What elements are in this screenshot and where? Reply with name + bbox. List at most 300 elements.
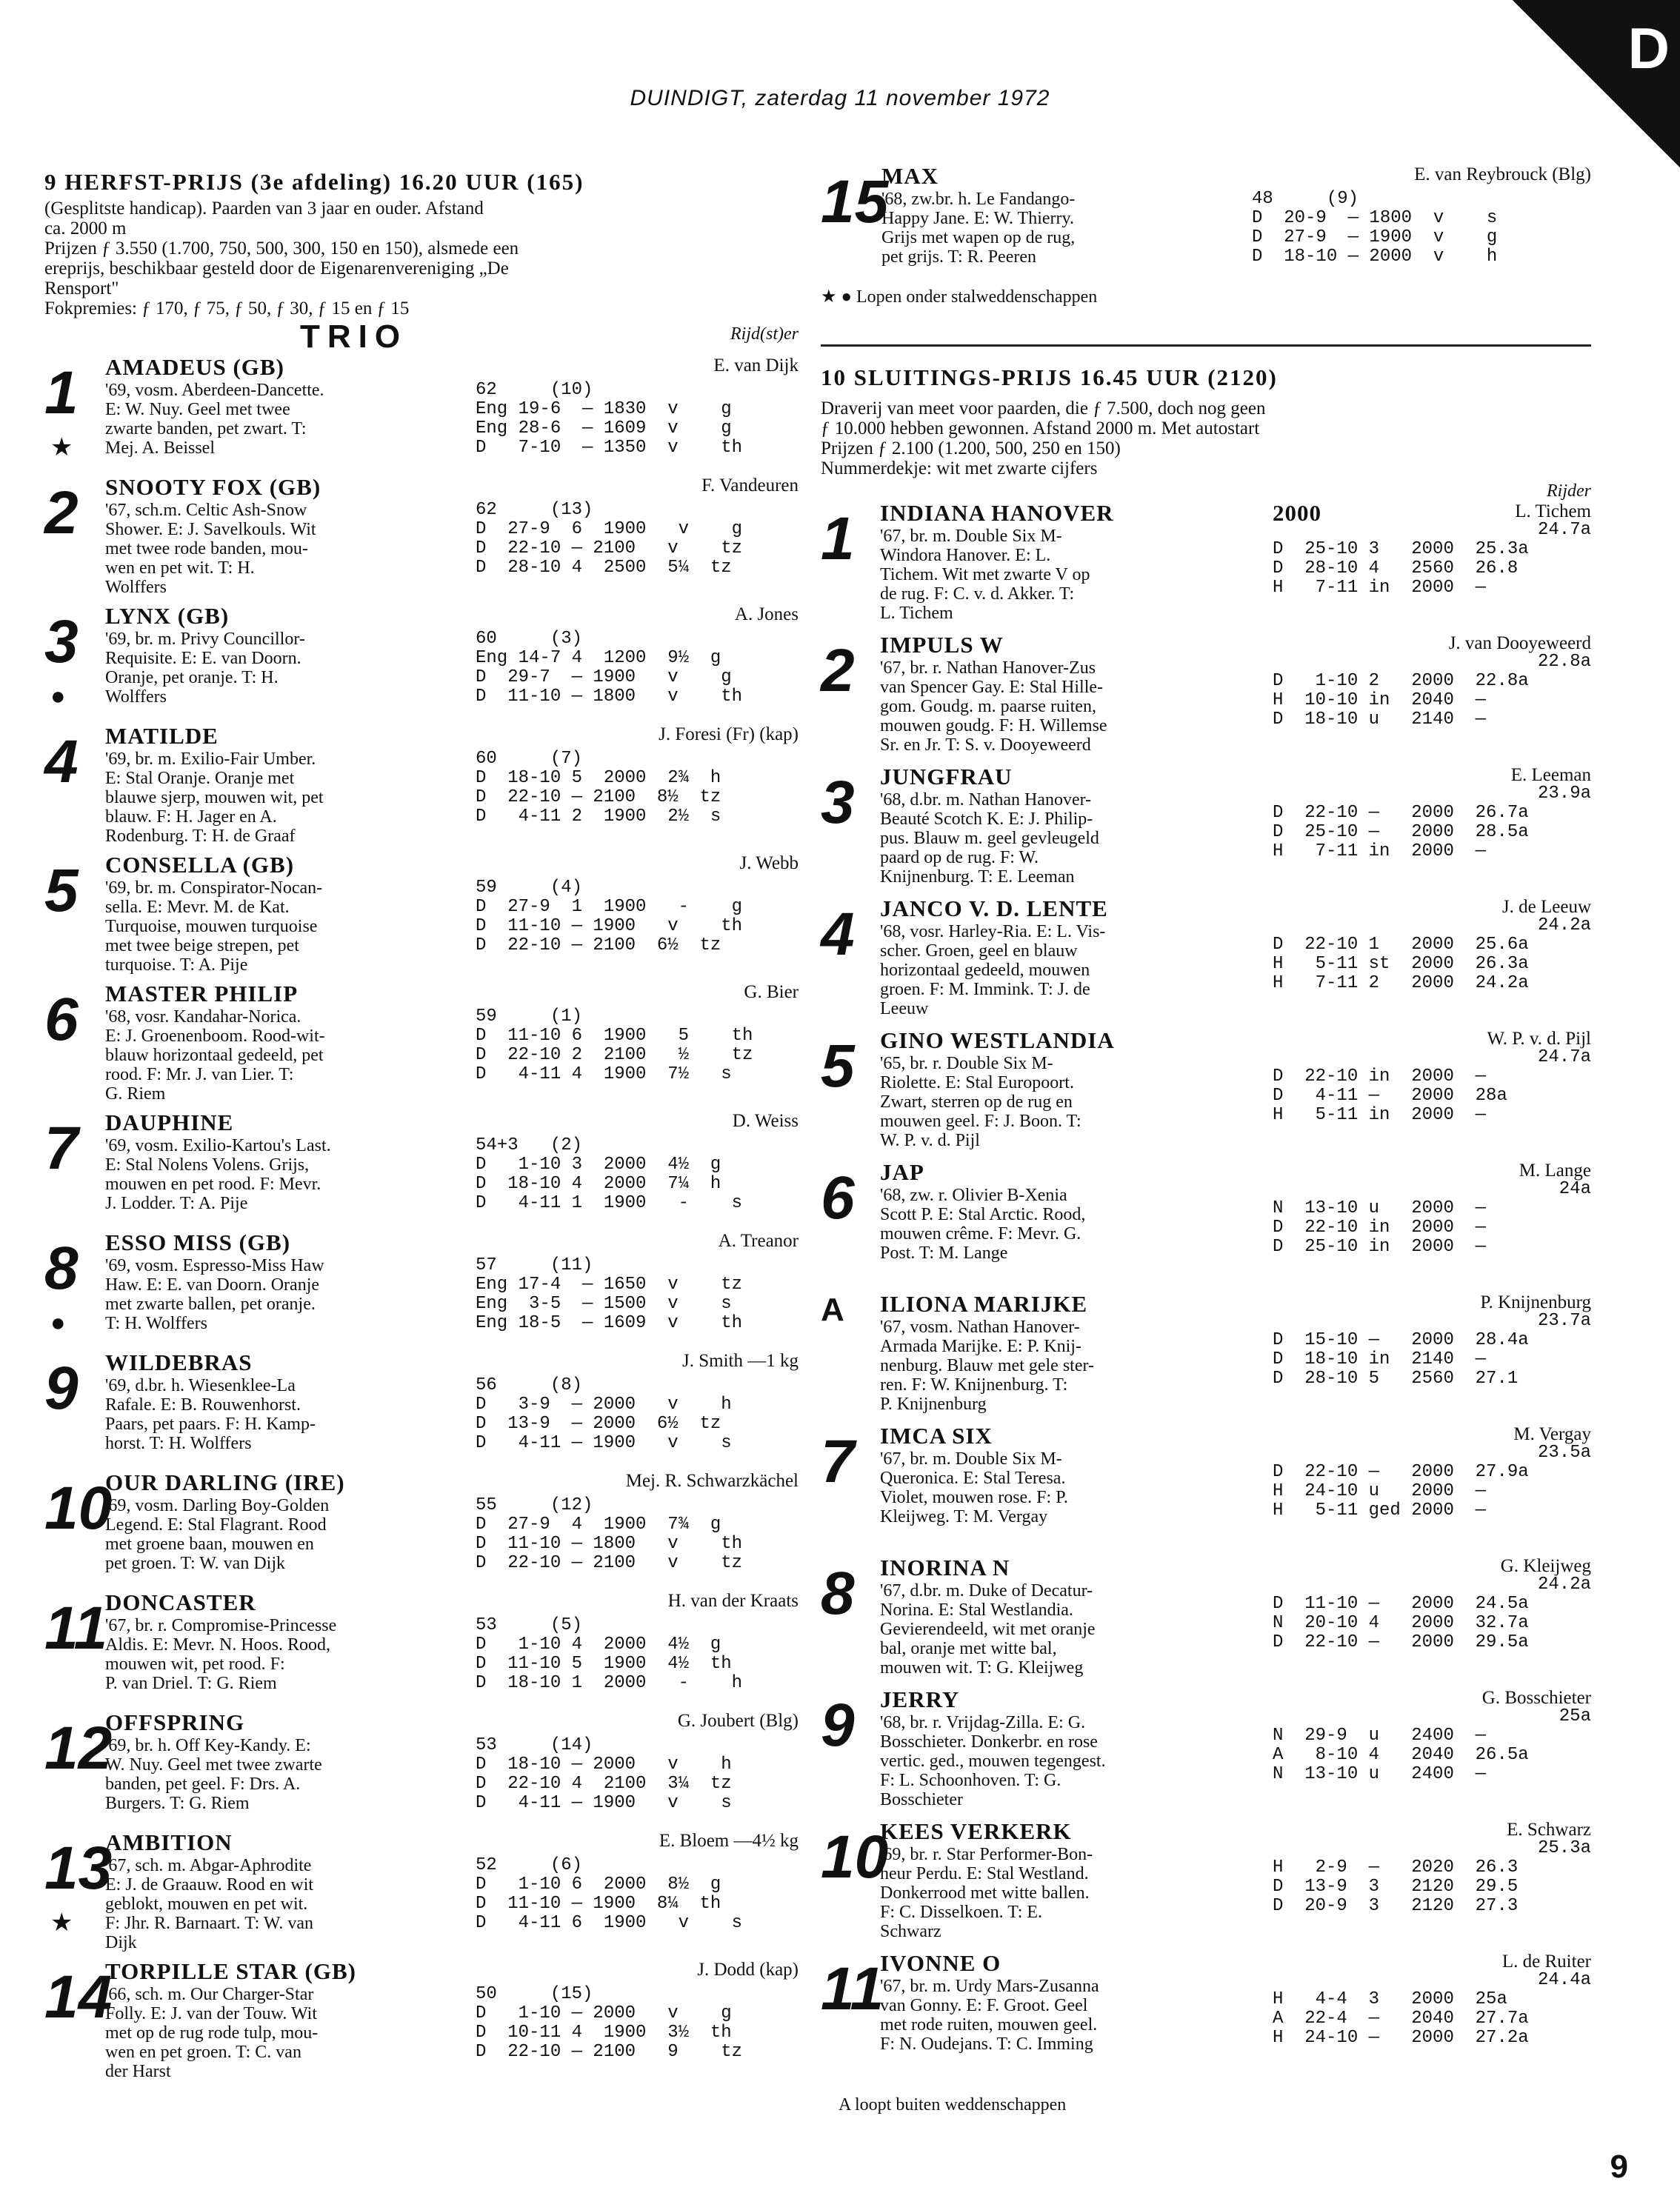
form-line: D 11-10 — 1800 v th bbox=[476, 687, 743, 707]
form-line: 60 (7) bbox=[476, 749, 583, 769]
race-entry bbox=[44, 1231, 799, 1343]
saddle-number: 2 bbox=[44, 479, 79, 547]
horse-name: SNOOTY FOX (GB) bbox=[105, 474, 321, 500]
record-time: 23.5a bbox=[1537, 1443, 1591, 1463]
form-lines bbox=[476, 1376, 799, 1453]
saddle-number: 7 bbox=[821, 1428, 855, 1495]
jockey-name: P. Knijnenburg bbox=[1480, 1292, 1591, 1312]
saddle-number: 10 bbox=[44, 1475, 113, 1542]
form-line: H 7-11 2 2000 24.2a bbox=[1273, 973, 1529, 993]
description-line: Zwart, sterren op de rug en bbox=[880, 1092, 1073, 1112]
description-line: Schwarz bbox=[880, 1922, 941, 1941]
description-line: vertic. ged., mouwen tegengest. bbox=[880, 1752, 1106, 1771]
description-line: '67, vosm. Nathan Hanover- bbox=[880, 1318, 1080, 1337]
form-line: 59 (4) bbox=[476, 878, 583, 898]
entry-body bbox=[880, 1838, 1591, 1941]
entry-body bbox=[105, 750, 799, 846]
rider-column-header: Rijd(st)er bbox=[730, 324, 799, 344]
form-line: D 11-10 6 1900 5 th bbox=[476, 1026, 753, 1046]
form-line: 60 (3) bbox=[476, 629, 583, 649]
entry-body bbox=[881, 190, 1591, 267]
description-line: '69, d.br. h. Wiesenklee-La bbox=[105, 1376, 296, 1395]
description-line: pet grijs. T: R. Peeren bbox=[881, 247, 1036, 267]
race-entry bbox=[44, 1351, 799, 1463]
condition-line: Fokpremies: ƒ 170, ƒ 75, ƒ 50, ƒ 30, ƒ 15 en ƒ 15 bbox=[44, 298, 410, 318]
description-line: der Harst bbox=[105, 2062, 171, 2081]
description-line: '68, zw.br. h. Le Fandango- bbox=[881, 190, 1076, 209]
description-line: '69, vosm. Exilio-Kartou's Last. bbox=[105, 1136, 331, 1155]
description-line: Rafale. E: B. Rouwenhorst. bbox=[105, 1395, 301, 1415]
description-line: Post. T: M. Lange bbox=[880, 1244, 1008, 1263]
record-time: 23.7a bbox=[1537, 1311, 1591, 1331]
entry-description bbox=[105, 1736, 476, 1813]
form-line: H 5-11 st 2000 26.3a bbox=[1273, 954, 1529, 974]
entry-body bbox=[105, 1616, 799, 1693]
entry-body bbox=[105, 630, 799, 707]
form-line: A 22-4 — 2040 27.7a bbox=[1273, 2009, 1529, 2029]
form-line: D 7-10 — 1350 v th bbox=[476, 438, 743, 458]
form-line: 59 (1) bbox=[476, 1007, 583, 1027]
form-line: D 22-10 in 2000 — bbox=[1273, 1067, 1487, 1087]
form-line: D 4-11 — 1900 v s bbox=[476, 1793, 732, 1813]
description-line: Knijnenburg. T: E. Leeman bbox=[880, 867, 1075, 887]
form-line: D 1-10 6 2000 8½ g bbox=[476, 1875, 721, 1895]
saddle-number: 4 bbox=[44, 728, 79, 795]
star-icon: ★ bbox=[50, 1909, 73, 1937]
description-line: '69, vosm. Darling Boy-Golden bbox=[105, 1496, 330, 1515]
saddle-number: 11 bbox=[44, 1595, 108, 1662]
form-line: D 25-10 3 2000 25.3a bbox=[1273, 539, 1529, 559]
form-line: D 20-9 — 1800 v s bbox=[1252, 208, 1498, 228]
record-time: 25a bbox=[1559, 1706, 1591, 1726]
race-entry bbox=[821, 1688, 1591, 1812]
condition-line: (Gesplitste handicap). Paarden van 3 jaar en ouder. Afstand bbox=[44, 198, 484, 218]
form-lines bbox=[1273, 915, 1591, 1018]
entry-description bbox=[105, 501, 476, 597]
form-lines bbox=[1273, 1047, 1591, 1150]
horse-name: JANCO V. D. LENTE bbox=[880, 895, 1108, 921]
description-line: met rode ruiten, mouwen geel. bbox=[880, 2015, 1098, 2035]
description-line: E: J. Groenenboom. Rood-wit- bbox=[105, 1027, 325, 1046]
form-line: D 28-10 5 2560 27.1 bbox=[1273, 1369, 1519, 1389]
form-line: 53 (5) bbox=[476, 1615, 583, 1635]
form-line: 53 (14) bbox=[476, 1735, 593, 1755]
race-entry bbox=[44, 1471, 799, 1583]
entry-body bbox=[105, 1376, 799, 1453]
horse-name: IVONNE O bbox=[880, 1950, 1001, 1976]
form-lines bbox=[476, 1736, 799, 1813]
race-entry bbox=[44, 1111, 799, 1224]
race-entry bbox=[44, 604, 799, 717]
form-lines bbox=[1273, 652, 1591, 755]
form-lines bbox=[1273, 1575, 1591, 1678]
description-line: Wolffers bbox=[105, 578, 167, 597]
form-line: D 27-9 6 1900 v g bbox=[476, 519, 743, 539]
form-line: Eng 19-6 — 1830 v g bbox=[476, 399, 732, 419]
entry-description bbox=[105, 630, 476, 707]
description-line: '68, d.br. m. Nathan Hanover- bbox=[880, 790, 1092, 810]
form-line: D 13-9 3 2120 29.5 bbox=[1273, 1877, 1519, 1897]
description-line: Riolette. E: Stal Europoort. bbox=[880, 1073, 1074, 1092]
description-line: met groene baan, mouwen en bbox=[105, 1535, 314, 1554]
description-line: '65, br. r. Double Six M- bbox=[880, 1054, 1053, 1073]
form-lines bbox=[1273, 520, 1591, 623]
entry-description bbox=[105, 1376, 476, 1453]
description-line: sella. E: Mevr. M. de Kat. bbox=[105, 898, 290, 917]
horse-name: DONCASTER bbox=[105, 1589, 256, 1615]
condition-line: Draverij van meet voor paarden, die ƒ 7.500, doch nog geen bbox=[821, 398, 1266, 418]
horse-name: GINO WESTLANDIA bbox=[880, 1027, 1115, 1053]
description-line: Queronica. E: Stal Teresa. bbox=[880, 1469, 1066, 1488]
condition-line: Rensport" bbox=[44, 278, 119, 298]
condition-line: ereprijs, beschikbaar gesteld door de Eigenarenvereniging „De bbox=[44, 258, 509, 278]
entry-description bbox=[880, 1977, 1273, 2054]
form-line: D 20-9 3 2120 27.3 bbox=[1273, 1896, 1519, 1916]
horse-name: IMCA SIX bbox=[880, 1423, 993, 1449]
description-line: Burgers. T: G. Riem bbox=[105, 1794, 250, 1813]
form-lines bbox=[1273, 1970, 1591, 2054]
description-line: Dijk bbox=[105, 1933, 137, 1952]
description-line: Windora Hanover. E: L. bbox=[880, 546, 1051, 565]
jockey-name: A. Jones bbox=[734, 604, 799, 624]
entry-body bbox=[880, 1443, 1591, 1526]
entry-body bbox=[105, 1256, 799, 1333]
form-line: H 10-10 in 2040 — bbox=[1273, 690, 1487, 710]
description-line: '67, br. m. Urdy Mars-Zusanna bbox=[880, 1977, 1099, 1996]
horse-name: LYNX (GB) bbox=[105, 603, 230, 629]
form-line: N 29-9 u 2400 — bbox=[1273, 1726, 1487, 1746]
record-time: 24.7a bbox=[1537, 1047, 1591, 1067]
form-lines bbox=[1273, 1311, 1591, 1414]
saddle-number: 9 bbox=[44, 1355, 79, 1422]
form-line: Eng 3-5 — 1500 v s bbox=[476, 1294, 732, 1314]
jockey-name: M. Vergay bbox=[1513, 1424, 1591, 1444]
entry-head bbox=[105, 724, 799, 750]
description-line: bal, oranje met witte bal, bbox=[880, 1639, 1057, 1658]
form-line: D 18-10 — 2000 v h bbox=[476, 1755, 732, 1775]
form-lines bbox=[476, 1007, 799, 1104]
form-line: D 11-10 — 1900 8¼ th bbox=[476, 1894, 721, 1914]
form-line: 62 (13) bbox=[476, 500, 593, 520]
jockey-name: G. Joubert (Blg) bbox=[677, 1711, 799, 1731]
description-line: pus. Blauw m. geel gevleugeld bbox=[880, 829, 1099, 848]
race-entry bbox=[44, 356, 799, 468]
form-lines bbox=[476, 1985, 799, 2081]
form-lines bbox=[1273, 1838, 1591, 1941]
form-line: D 29-7 — 1900 v g bbox=[476, 667, 732, 687]
form-line: Eng 17-4 — 1650 v tz bbox=[476, 1275, 743, 1295]
condition-line: Nummerdekje: wit met zwarte cijfers bbox=[821, 458, 1098, 478]
description-line: wen en pet wit. T: H. bbox=[105, 558, 255, 578]
form-line: D 13-9 — 2000 6½ tz bbox=[476, 1414, 721, 1434]
saddle-number: 12 bbox=[44, 1715, 113, 1782]
entry-head bbox=[881, 164, 1591, 190]
form-line: D 27-9 1 1900 - g bbox=[476, 897, 743, 917]
entry-description bbox=[880, 1449, 1273, 1526]
horse-name: MATILDE bbox=[105, 723, 219, 749]
form-line: H 5-11 ged 2000 — bbox=[1273, 1501, 1487, 1521]
saddle-number: 10 bbox=[821, 1823, 889, 1891]
form-line: H 4-4 3 2000 25a bbox=[1273, 1989, 1507, 2009]
jockey-name: E. Leeman bbox=[1510, 765, 1591, 785]
page-header: DUINDIGT, zaterdag 11 november 1972 bbox=[630, 86, 1050, 110]
form-line: D 18-10 1 2000 - h bbox=[476, 1673, 743, 1693]
form-lines bbox=[476, 1616, 799, 1693]
entry-body bbox=[105, 1736, 799, 1813]
entry-description bbox=[880, 1713, 1273, 1809]
entry-head bbox=[105, 1591, 799, 1616]
race-entry bbox=[821, 1952, 1591, 2076]
entry-body bbox=[880, 915, 1591, 1018]
description-line: blauw. F: H. Jager en A. bbox=[105, 807, 277, 827]
form-line: D 22-10 — 2100 v tz bbox=[476, 1553, 743, 1573]
horse-name: OFFSPRING bbox=[105, 1709, 245, 1735]
race-entry bbox=[44, 724, 799, 846]
entry-description bbox=[880, 527, 1273, 623]
jockey-name: Mej. R. Schwarzkächel bbox=[625, 1471, 799, 1491]
description-line: mouwen wit. T: G. Kleijweg bbox=[880, 1658, 1084, 1678]
description-line: Sr. en Jr. T: S. v. Dooyeweerd bbox=[880, 735, 1091, 755]
form-line: Eng 14-7 4 1200 9½ g bbox=[476, 648, 721, 668]
form-line: D 18-10 in 2140 — bbox=[1273, 1349, 1487, 1369]
jockey-name: E. Schwarz bbox=[1507, 1820, 1591, 1840]
form-lines bbox=[476, 501, 799, 597]
entry-body bbox=[880, 784, 1591, 887]
entry-description bbox=[105, 1136, 476, 1213]
race-entry bbox=[44, 1960, 799, 2081]
form-lines bbox=[476, 1256, 799, 1333]
form-lines bbox=[1273, 1179, 1591, 1263]
description-line: scher. Groen, geel en blauw bbox=[880, 941, 1078, 961]
description-line: '66, sch. m. Our Charger-Star bbox=[105, 1985, 314, 2004]
description-line: Donkerrood met witte ballen. bbox=[880, 1883, 1090, 1903]
saddle-number: 8 bbox=[821, 1560, 855, 1627]
race-entry bbox=[44, 1591, 799, 1703]
entry-body bbox=[105, 1136, 799, 1213]
description-line: F: N. Oudejans. T: C. Imming bbox=[880, 2035, 1093, 2054]
entry-head bbox=[105, 1231, 799, 1256]
description-line: Armada Marijke. E: P. Knij- bbox=[880, 1337, 1081, 1356]
race-entry bbox=[821, 765, 1591, 889]
description-line: horizontaal gedeeld, mouwen bbox=[880, 961, 1090, 980]
record-time: 24.2a bbox=[1537, 915, 1591, 935]
description-line: '68, br. r. Vrijdag-Zilla. E: G. bbox=[880, 1713, 1086, 1732]
entry-description bbox=[105, 1856, 476, 1952]
horse-name: OUR DARLING (IRE) bbox=[105, 1469, 345, 1495]
description-line: F: Jhr. R. Barnaart. T: W. van bbox=[105, 1914, 314, 1933]
form-line: Eng 18-5 — 1609 v th bbox=[476, 1313, 743, 1333]
description-line: zwarte banden, pet zwart. T: bbox=[105, 419, 307, 438]
description-line: '67, sch.m. Celtic Ash-Snow bbox=[105, 501, 307, 520]
saddle-number: 6 bbox=[44, 986, 79, 1053]
horse-name: ILIONA MARIJKE bbox=[880, 1291, 1088, 1317]
jockey-name: H. van der Kraats bbox=[667, 1591, 799, 1611]
description-line: E: Stal Nolens Volens. Grijs, bbox=[105, 1155, 310, 1175]
horse-name: KEES VERKERK bbox=[880, 1818, 1072, 1844]
description-line: '69, br. m. Exilio-Fair Umber. bbox=[105, 750, 316, 769]
form-line: Eng 28-6 — 1609 v g bbox=[476, 418, 732, 438]
form-lines bbox=[476, 878, 799, 975]
horse-name: WILDEBRAS bbox=[105, 1349, 253, 1375]
section-letter: D bbox=[1627, 16, 1670, 81]
record-time: 25.3a bbox=[1537, 1838, 1591, 1858]
entry-body bbox=[880, 652, 1591, 755]
entry-body bbox=[880, 1706, 1591, 1809]
entry-body bbox=[880, 1311, 1591, 1414]
description-line: mouwen wit, pet rood. F: bbox=[105, 1655, 285, 1674]
form-line: 62 (10) bbox=[476, 380, 593, 400]
form-line: D 25-10 in 2000 — bbox=[1273, 1237, 1487, 1257]
form-lines bbox=[1252, 190, 1591, 267]
description-line: mouwen en pet rood. F: Mevr. bbox=[105, 1175, 321, 1194]
description-line: blauw horizontaal gedeeld, pet bbox=[105, 1046, 324, 1065]
description-line: '68, vosr. Kandahar-Norica. bbox=[105, 1007, 301, 1027]
description-line: de rug. F: C. v. d. Akker. T: bbox=[880, 584, 1075, 604]
form-line: 50 (15) bbox=[476, 1984, 593, 2004]
form-line: D 22-10 2 2100 ½ tz bbox=[476, 1045, 753, 1065]
race-entry bbox=[821, 501, 1591, 626]
form-line: D 22-10 — 2100 8½ tz bbox=[476, 787, 721, 807]
entry-body bbox=[105, 1496, 799, 1573]
race-title: 9 HERFST-PRIJS (3e afdeling) 16.20 UUR (165) bbox=[44, 169, 584, 195]
jockey-name: J. Webb bbox=[739, 853, 799, 873]
jockey-name: E. van Reybrouck (Blg) bbox=[1414, 164, 1591, 184]
saddle-number: 1 bbox=[821, 505, 855, 573]
form-line: 56 (8) bbox=[476, 1375, 583, 1395]
description-line: Scott P. E: Stal Arctic. Rood, bbox=[880, 1205, 1086, 1224]
race-conditions bbox=[44, 198, 799, 318]
description-line: '69, vosm. Espresso-Miss Haw bbox=[105, 1256, 324, 1275]
jockey-name: L. de Ruiter bbox=[1501, 1952, 1591, 1972]
form-line: H 7-11 in 2000 — bbox=[1273, 578, 1487, 598]
description-line: '67, br. r. Nathan Hanover-Zus bbox=[880, 658, 1096, 678]
form-line: D 25-10 — 2000 28.5a bbox=[1273, 822, 1529, 842]
description-line: '69, br. m. Conspirator-Nocan- bbox=[105, 878, 323, 898]
form-line: D 15-10 — 2000 28.4a bbox=[1273, 1330, 1529, 1350]
description-line: Beauté Scotch K. E: J. Philip- bbox=[880, 810, 1093, 829]
description-line: van Spencer Gay. E: Stal Hille- bbox=[880, 678, 1104, 697]
description-line: '68, vosr. Harley-Ria. E: L. Vis- bbox=[880, 922, 1106, 941]
entry-description bbox=[880, 1581, 1273, 1678]
description-line: T: H. Wolffers bbox=[105, 1314, 207, 1333]
record-time: 24.2a bbox=[1537, 1575, 1591, 1595]
saddle-number: 15 bbox=[821, 168, 889, 236]
entry-body bbox=[880, 1047, 1591, 1150]
description-line: Requisite. E: E. van Doorn. bbox=[105, 649, 301, 668]
form-line: H 5-11 in 2000 — bbox=[1273, 1105, 1487, 1125]
description-line: geblokt, mouwen en pet wit. bbox=[105, 1895, 308, 1914]
entry-head bbox=[105, 604, 799, 630]
description-line: Shower. E: J. Savelkouls. Wit bbox=[105, 520, 316, 539]
description-line: Kleijweg. T: M. Vergay bbox=[880, 1507, 1048, 1526]
race-entry bbox=[821, 1161, 1591, 1285]
entry-list bbox=[44, 356, 799, 2081]
condition-line: ƒ 10.000 hebben gewonnen. Afstand 2000 m. Met autostart bbox=[821, 418, 1260, 438]
description-line: Grijs met wapen op de rug, bbox=[881, 228, 1076, 247]
entry-description bbox=[105, 878, 476, 975]
description-line: E: W. Nuy. Geel met twee bbox=[105, 400, 290, 419]
saddle-number: 1 bbox=[44, 359, 79, 427]
form-line: D 1-10 3 2000 4½ g bbox=[476, 1155, 721, 1175]
record-time: 24a bbox=[1559, 1179, 1591, 1199]
description-line: Folly. E: J. van der Touw. Wit bbox=[105, 2004, 318, 2023]
race-entry bbox=[44, 982, 799, 1104]
description-line: '69, br. r. Star Performer-Bon- bbox=[880, 1845, 1093, 1864]
record-time: 23.9a bbox=[1537, 784, 1591, 804]
form-line: H 24-10 u 2000 — bbox=[1273, 1481, 1487, 1501]
race-entry bbox=[821, 1029, 1591, 1153]
description-line: paard op de rug. F: W. bbox=[880, 848, 1039, 867]
form-line: N 13-10 u 2400 — bbox=[1273, 1764, 1487, 1784]
entry-body bbox=[105, 878, 799, 975]
race-conditions bbox=[821, 398, 1591, 478]
description-line: G. Riem bbox=[105, 1084, 166, 1104]
jockey-name: G. Bier bbox=[744, 982, 799, 1002]
description-line: '69, br. m. Privy Councillor- bbox=[105, 630, 305, 649]
rider-column-header: Rijder bbox=[1547, 481, 1591, 501]
form-line: D 11-10 — 1900 v th bbox=[476, 916, 743, 936]
description-line: Paars, pet paars. F: H. Kamp- bbox=[105, 1415, 316, 1434]
race-entry bbox=[44, 475, 799, 597]
distance-label: 2000 bbox=[1273, 500, 1321, 526]
saddle-number: 5 bbox=[44, 857, 79, 924]
form-line: D 18-10 5 2000 2¾ h bbox=[476, 768, 721, 788]
form-line: H 2-9 — 2020 26.3 bbox=[1273, 1857, 1519, 1877]
form-lines bbox=[1273, 1443, 1591, 1526]
form-line: D 11-10 — 1800 v th bbox=[476, 1534, 743, 1554]
description-line: Violet, mouwen rose. F: P. bbox=[880, 1488, 1068, 1507]
page-number: 9 bbox=[1610, 2149, 1628, 2185]
description-line: Turquoise, mouwen turquoise bbox=[105, 917, 318, 936]
description-line: Bosschieter bbox=[880, 1790, 963, 1809]
description-line: heur Perdu. E: Stal Westland. bbox=[880, 1864, 1089, 1883]
jockey-name: D. Weiss bbox=[732, 1111, 799, 1131]
form-line: N 13-10 u 2000 — bbox=[1273, 1198, 1487, 1218]
entry-body bbox=[880, 1179, 1591, 1263]
right-column bbox=[821, 164, 1591, 2115]
horse-name: ESSO MISS (GB) bbox=[105, 1229, 291, 1255]
entry-description bbox=[880, 1186, 1273, 1263]
entry-body bbox=[880, 1970, 1591, 2054]
entry-description bbox=[880, 922, 1273, 1018]
form-line: 48 (9) bbox=[1252, 189, 1359, 209]
description-line: Gevierendeeld, wit met oranje bbox=[880, 1620, 1096, 1639]
description-line: turquoise. T: A. Pije bbox=[105, 955, 248, 975]
entry-body bbox=[880, 520, 1591, 623]
description-line: groen. F: M. Immink. T: J. de bbox=[880, 980, 1090, 999]
description-line: horst. T: H. Wolffers bbox=[105, 1434, 252, 1453]
entry-description bbox=[105, 381, 476, 458]
saddle-number: 6 bbox=[821, 1164, 855, 1232]
horse-name: AMADEUS (GB) bbox=[105, 354, 284, 380]
jockey-name: W. P. v. d. Pijl bbox=[1487, 1029, 1591, 1049]
form-line: D 18-10 4 2000 7¼ h bbox=[476, 1174, 721, 1194]
entry-description bbox=[880, 1845, 1273, 1941]
entry-head bbox=[105, 853, 799, 878]
horse-name: JUNGFRAU bbox=[880, 764, 1013, 790]
description-line: wen en pet groen. T: C. van bbox=[105, 2043, 301, 2062]
form-line: D 28-10 4 2560 26.8 bbox=[1273, 558, 1519, 578]
jockey-name: M. Lange bbox=[1519, 1161, 1591, 1181]
form-line: D 22-10 — 2100 6½ tz bbox=[476, 935, 721, 955]
jockey-name: J. Foresi (Fr) (kap) bbox=[659, 724, 799, 744]
form-line: D 10-11 4 1900 3½ th bbox=[476, 2023, 732, 2043]
form-line: A 8-10 4 2040 26.5a bbox=[1273, 1745, 1529, 1765]
form-line: D 11-10 — 2000 24.5a bbox=[1273, 1594, 1529, 1614]
jockey-name: J. van Dooyeweerd bbox=[1448, 633, 1591, 653]
description-line: mouwen crême. F: Mevr. G. bbox=[880, 1224, 1081, 1244]
description-line: '69, br. h. Off Key-Kandy. E: bbox=[105, 1736, 311, 1755]
